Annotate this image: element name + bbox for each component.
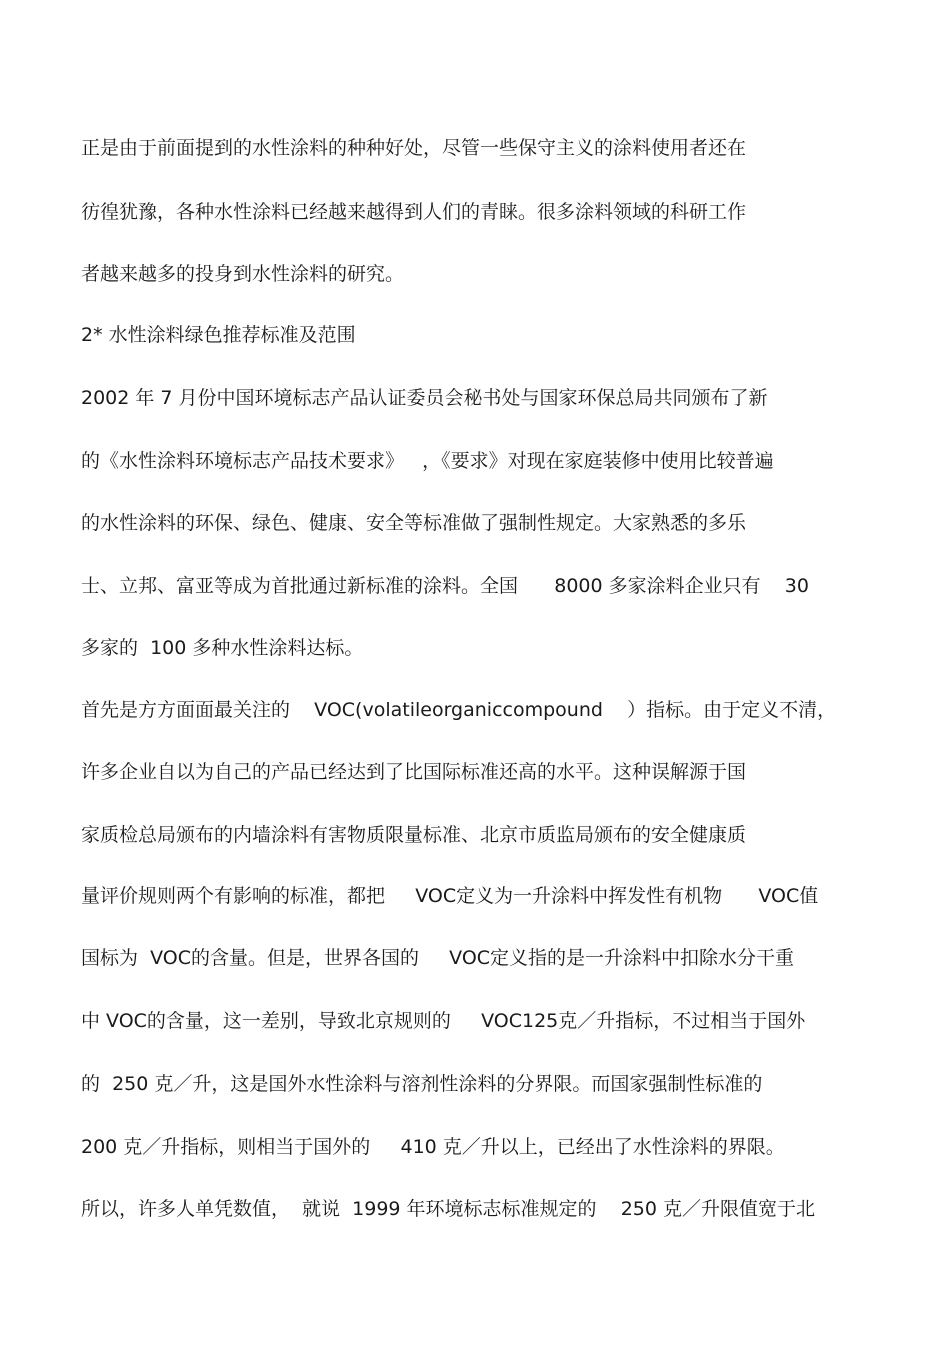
paragraph-line: 的 250 克／升，这是国外水性涂料与溶剂性涂料的分界限。而国家强制性标准的 — [81, 1073, 763, 1095]
paragraph-line: 的《水性涂料环境标志产品技术要求》 ，《要求》对现在家庭装修中使用比较普遍 — [81, 450, 774, 472]
paragraph-line: 中 VOC的含量，这一差别，导致北京规则的 VOC125克／升指标，不过相当于国外 — [81, 1010, 806, 1032]
paragraph-line: 家质检总局颁布的内墙涂料有害物质限量标准、北京市质监局颁布的安全健康质 — [81, 824, 747, 846]
paragraph-line: 多家的 100 多种水性涂料达标。 — [81, 637, 364, 659]
paragraph-line: 量评价规则两个有影响的标准，都把 VOC定义为一升涂料中挥发性有机物 VOC值 — [81, 885, 819, 907]
paragraph-line: 许多企业自以为自己的产品已经达到了比国际标准还高的水平。这种误解源于国 — [81, 761, 747, 783]
paragraph-line: 士、立邦、富亚等成为首批通过新标准的涂料。全国 8000 多家涂料企业只有 30 — [81, 575, 809, 597]
paragraph-line: 2002 年 7 月份中国环境标志产品认证委员会秘书处与国家环保总局共同颁布了新 — [81, 387, 768, 409]
paragraph-line: 的水性涂料的环保、绿色、健康、安全等标准做了强制性规定。大家熟悉的多乐 — [81, 512, 747, 534]
paragraph-line: 国标为 VOC的含量。但是，世界各国的 VOC定义指的是一升涂料中扣除水分干重 — [81, 947, 795, 969]
paragraph-line: 者越来越多的投身到水性涂料的研究。 — [81, 263, 405, 285]
paragraph-line: 首先是方方面面最关注的 VOC(volatileorganiccompound ）指标。由于定义不清， — [81, 699, 837, 721]
paragraph-line: 正是由于前面提到的水性涂料的种种好处，尽管一些保守主义的涂料使用者还在 — [81, 137, 747, 159]
paragraph-line: 200 克／升指标，则相当于国外的 410 克／升以上，已经出了水性涂料的界限。 — [81, 1136, 785, 1158]
paragraph-line: 彷徨犹豫，各种水性涂料已经越来越得到人们的青睐。很多涂料领域的科研工作 — [81, 201, 747, 223]
paragraph-line: 所以，许多人单凭数值， 就说 1999 年环境标志标准规定的 250 克／升限值宽于北 — [81, 1198, 816, 1220]
section-heading: 2* 水性涂料绿色推荐标准及范围 — [81, 324, 356, 346]
